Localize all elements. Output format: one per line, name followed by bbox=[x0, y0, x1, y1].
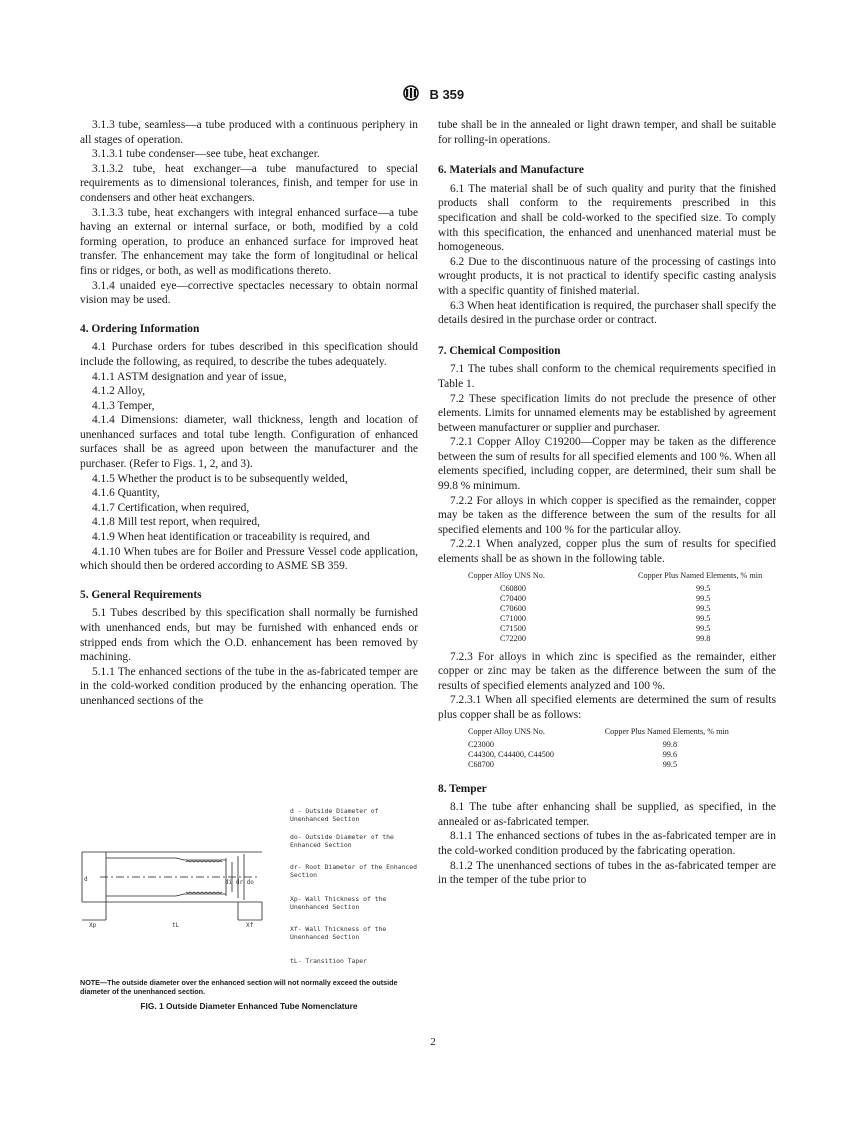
paragraph: 3.1.3.2 tube, heat exchanger—a tube manufactured to special requirements as to dimensional tolerances, finish, and temper for use in condensers and other heat exchangers. bbox=[80, 162, 418, 204]
table-cell: C72200 bbox=[500, 633, 526, 643]
paragraph: 7.2.1 Copper Alloy C19200—Copper may be taken as the difference between the sum of results for all specified elements and 100 %. When all elements specified, including copper, are determined, their sum shall be 99.8 % minimum. bbox=[438, 436, 776, 493]
table-cell: C44300, C44400, C44500 bbox=[468, 749, 554, 759]
section-heading: 5. General Requirements bbox=[80, 588, 202, 601]
table-cell: 99.6 bbox=[662, 749, 678, 759]
figure-note: NOTE—The outside diameter over the enhanced section will not normally exceed the outside diameter of the unenhanced section. bbox=[80, 978, 398, 996]
section-heading: 4. Ordering Information bbox=[80, 322, 200, 335]
table-cell: C68700 bbox=[468, 759, 494, 769]
dim-label-d: d bbox=[84, 876, 88, 883]
dim-label-xp: Xp bbox=[89, 922, 97, 928]
dim-label-tl: tL bbox=[172, 922, 180, 928]
paragraph: 8.1.1 The enhanced sections of tubes in the as-fabricated temper are in the cold-worked condition produced by the fabricating operation. bbox=[438, 830, 776, 857]
paragraph: 6.3 When heat identification is required, the purchaser shall specify the details desired in the purchase order or contract. bbox=[438, 299, 776, 327]
paragraph: 5.1.1 The enhanced sections of the tube in the as-fabricated temper are in the cold-worked condition produced by the enhancing operation. The unenhanced sections of the bbox=[80, 665, 418, 707]
page-number: 2 bbox=[430, 1036, 436, 1048]
legend-item: dr- Root Diameter of the Enhanced Section bbox=[290, 863, 417, 879]
table-cell: 99.8 bbox=[696, 633, 711, 643]
list-item: 4.1.5 Whether the product is to be subsequently welded, bbox=[92, 472, 348, 485]
table-cell: C23000 bbox=[468, 739, 494, 749]
legend-item: do- Outside Diameter of the Enhanced Section bbox=[290, 833, 394, 849]
paragraph: 3.1.3 tube, seamless—a tube produced with a continuous periphery in all stages of operation. bbox=[80, 119, 418, 146]
paragraph: 7.2.2.1 When analyzed, copper plus the sum of results for specified elements shall be as shown in the following table. bbox=[438, 538, 776, 566]
list-item: 4.1.3 Temper, bbox=[92, 399, 155, 412]
table-row bbox=[438, 760, 776, 770]
left-column bbox=[80, 118, 418, 709]
section-heading: 6. Materials and Manufacture bbox=[438, 164, 584, 177]
standard-designation: B 359 bbox=[429, 87, 465, 102]
legend-item: Xp- Wall Thickness of the Unenhanced Section bbox=[290, 895, 387, 911]
paragraph: 5.1 Tubes described by this specification shall normally be furnished with unenhanced ends, but may be furnished with enhanced ends or stripped ends from which the O.D. enhancement has been removed by machining. bbox=[80, 607, 418, 664]
table-header: Copper Plus Named Elements, % min bbox=[604, 726, 729, 736]
table-header: Copper Alloy UNS No. bbox=[468, 570, 545, 580]
table-cell: C71000 bbox=[500, 613, 526, 623]
tube-nomenclature-drawing bbox=[80, 848, 280, 928]
list-item: 4.1.8 Mill test report, when required, bbox=[92, 516, 260, 529]
table-row bbox=[438, 624, 776, 634]
table-row bbox=[438, 614, 776, 624]
paragraph: 4.1 Purchase orders for tubes described in this specification should include the following, as required, to describe the tubes adequately. bbox=[80, 341, 418, 368]
paragraph: 3.1.3.3 tube, heat exchangers with integral enhanced surface—a tube having an external or internal surface, or both, modified by a cold forming operation, to produce an enhanced surface for improved heat transfer. The enhancement may take the form of longitudinal or helical fins or ridges, or both, as well as modifications thereto. bbox=[80, 206, 418, 277]
paragraph: 3.1.3.1 tube condenser—see tube, heat exchanger. bbox=[92, 148, 320, 161]
table-row bbox=[438, 584, 776, 594]
table-cell: C71500 bbox=[500, 623, 526, 633]
list-item: 4.1.4 Dimensions: diameter, wall thickness, length and location of unenhanced surfaces and total tube length. Configuration of enhanced surfaces shall be as agreed upon between the manufacturer and the purchaser. (Refer to Figs. 1, 2, and 3). bbox=[80, 414, 418, 471]
paragraph: 7.2.3.1 When all specified elements are determined the sum of results plus copper shall be as follows: bbox=[438, 694, 776, 721]
table-cell: 99.5 bbox=[696, 623, 711, 633]
table-cell: C70600 bbox=[500, 603, 526, 613]
right-column bbox=[438, 118, 776, 888]
list-item: 4.1.2 Alloy, bbox=[92, 385, 146, 398]
table-cell: 99.5 bbox=[662, 759, 678, 769]
table-row bbox=[438, 594, 776, 604]
table-row bbox=[438, 750, 776, 760]
table-row bbox=[438, 740, 776, 750]
list-item: 4.1.6 Quantity, bbox=[92, 487, 160, 500]
list-item: 4.1.9 When heat identification or traceability is required, and bbox=[92, 531, 370, 544]
list-item: 4.1.1 ASTM designation and year of issue, bbox=[92, 370, 287, 383]
section-heading: 8. Temper bbox=[438, 782, 487, 795]
table-row bbox=[438, 604, 776, 614]
copper-table-2 bbox=[438, 727, 776, 770]
paragraph: tube shall be in the annealed or light drawn temper, and shall be suitable for rolling-in operations. bbox=[438, 119, 776, 146]
figure-1 bbox=[80, 808, 418, 1018]
list-item: 4.1.7 Certification, when required, bbox=[92, 501, 250, 514]
table-cell: 99.5 bbox=[696, 583, 711, 593]
paragraph: 6.1 The material shall be of such quality and purity that the finished products shall conform to the requirements prescribed in this specification and shall be cold-worked to the specified size. To comply with this specification, the enhanced and unenhanced material must be homogeneous. bbox=[438, 182, 776, 254]
paragraph: 3.1.4 unaided eye—corrective spectacles necessary to obtain normal vision may be used. bbox=[80, 279, 418, 307]
paragraph: 7.2.3 For alloys in which zinc is specified as the remainder, either copper or zinc may be taken as the difference between the sum of the results of specified elements analyzed and 100 %. bbox=[438, 650, 776, 692]
paragraph: 8.1.2 The unenhanced sections of tubes in the as-fabricated temper are in the temper of the tube prior to bbox=[438, 859, 776, 887]
list-item: 4.1.10 When tubes are for Boiler and Pressure Vessel code application, which should then be ordered according to ASME SB 359. bbox=[80, 545, 418, 573]
section-heading: 7. Chemical Composition bbox=[438, 344, 561, 357]
table-cell: 99.5 bbox=[696, 603, 711, 613]
paragraph: 7.2.2 For alloys in which copper is specified as the remainder, copper may be taken as the difference between the sum of the results for all specified elements and 100 % for the particular alloy. bbox=[438, 494, 776, 536]
paragraph: 7.2 These specification limits do not preclude the presence of other elements. Limits for unnamed elements may be established by agreement between manufacturer or supplier and purchaser. bbox=[438, 392, 776, 434]
dim-label-diameters: di dr do bbox=[225, 879, 254, 886]
table-header: Copper Alloy UNS No. bbox=[468, 726, 545, 736]
table-cell: 99.5 bbox=[696, 613, 711, 623]
legend-item: d - Outside Diameter of Unenhanced Section bbox=[290, 807, 379, 823]
paragraph: 8.1 The tube after enhancing shall be supplied, as specified, in the annealed or as-fabricated temper. bbox=[438, 801, 776, 828]
table-cell: C60800 bbox=[500, 583, 526, 593]
figure-caption: FIG. 1 Outside Diameter Enhanced Tube Nomenclature bbox=[140, 1001, 358, 1011]
table-row bbox=[438, 634, 776, 644]
table-cell: 99.8 bbox=[662, 739, 678, 749]
legend-item: Xf- Wall Thickness of the Unenhanced Section bbox=[290, 925, 387, 941]
table-cell: 99.5 bbox=[696, 593, 711, 603]
copper-table-1 bbox=[438, 571, 776, 644]
paragraph: 7.1 The tubes shall conform to the chemical requirements specified in Table 1. bbox=[438, 363, 776, 390]
table-header: Copper Plus Named Elements, % min bbox=[638, 570, 763, 580]
page-header bbox=[0, 85, 866, 104]
dim-label-xf: Xf bbox=[246, 922, 254, 928]
table-cell: C70400 bbox=[500, 593, 526, 603]
paragraph: 6.2 Due to the discontinuous nature of the processing of castings into wrought products, it is not practical to identify specific casting analysis with a specific quantity of finished material. bbox=[438, 255, 776, 297]
legend-item: tL- Transition Taper bbox=[290, 957, 367, 965]
astm-logo-icon bbox=[402, 85, 420, 104]
